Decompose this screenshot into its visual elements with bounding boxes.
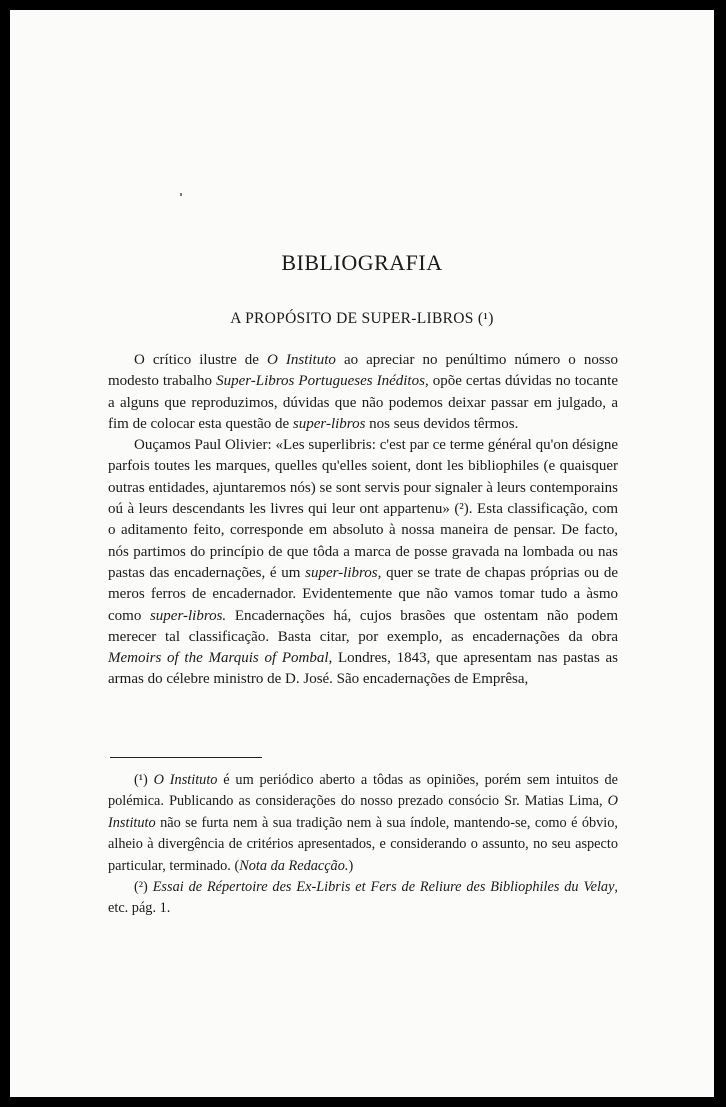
italic-run: O Instituto: [108, 793, 618, 831]
text-run: O crítico ilustre de: [134, 352, 267, 368]
paragraph-2: [108, 435, 618, 691]
text-run: ao apreciar no penúltimo número o nosso modesto trabalho: [108, 352, 618, 390]
document-page: [10, 10, 714, 1097]
text-run: (¹): [134, 772, 154, 788]
article-subtitle: A PROPÓSITO DE SUPER-LIBROS (¹): [230, 310, 494, 327]
footnote-2: [108, 877, 618, 920]
italic-run: super-libros,: [305, 564, 382, 581]
italic-run: Essai de Répertoire des Ex-Libris et Fers de Reliure des Bibliophiles du Velay: [152, 879, 615, 896]
italic-run: super-libros.: [149, 607, 227, 624]
text-run: ): [348, 857, 354, 874]
paragraph-1: [108, 350, 618, 435]
text-run: (²): [134, 879, 153, 896]
text-run: Londres, 1843, que apresentam nas pastas as armas do célebre ministro de D. José. São encadernações de Emprêsa,: [108, 650, 618, 688]
footnote-divider: [110, 757, 262, 758]
article-body: [108, 350, 618, 691]
italic-run: O Instituto: [267, 352, 336, 368]
italic-run: O Instituto: [153, 772, 218, 788]
text-run: não se furta nem à sua tradição nem à sua índole, mantendo-se, como é óbvio, alheio à divergência de critérios apresentados, e considerando o assunto, no seu aspecto particular, terminado. (: [108, 814, 618, 874]
text-run: é um periódico aberto a tôdas as opiniões, porém sem intuitos de polémica. Publicando as considerações do nosso prezado consócio Sr. Matias Lima,: [108, 772, 619, 810]
text-run: Encadernações há, cujos brasões que ostentam não podem merecer tal classificação. Basta citar, por exemplo, as encadernações da obra: [108, 607, 618, 645]
italic-run: Memoirs of the Marquis of Pombal,: [108, 650, 333, 667]
text-run: nos seus devidos têrmos.: [365, 415, 519, 432]
italic-run: Nota da Redacção.: [239, 857, 349, 874]
text-run: , opõe certas dúvidas no tocante a alguns que reproduzimos, dúvidas que não podemos deixar passar em julgado, a fim de colocar esta questão de: [108, 373, 618, 432]
italic-run: Super-Libros Portugueses Inéditos: [216, 373, 425, 390]
text-run: quer se trate de chapas próprias ou de meros ferros de encadernador. Evidentemente que não vamos tomar tudo a àsmo como: [108, 564, 618, 624]
page-title: BIBLIOGRAFIA: [281, 250, 443, 275]
footnotes: [108, 770, 618, 920]
ink-speck: [180, 193, 182, 196]
text-run: Ouçamos Paul Olivier: «Les superlibris: c'est par ce terme général qu'on désigne parfois toutes les marques, quelles qu'elles soient, dont les bibliophiles (e quaisquer outras entidades, ajuntaremos nós) se sont servis pour signaler à leurs contemporains oú à leurs descendants les livres qui leur ont appartenu» (²). Esta classificação, com o aditamento feito, corresponde em absoluto à nossa maneira de pensar. De facto, nós partimos do princípio de que tôda a marca de posse gravada na lombada ou nas pastas das encadernações, é um: [108, 437, 618, 581]
text-run: , etc. pág. 1.: [108, 879, 618, 917]
footnote-1: [108, 770, 618, 877]
italic-run: super-libros: [292, 415, 366, 432]
